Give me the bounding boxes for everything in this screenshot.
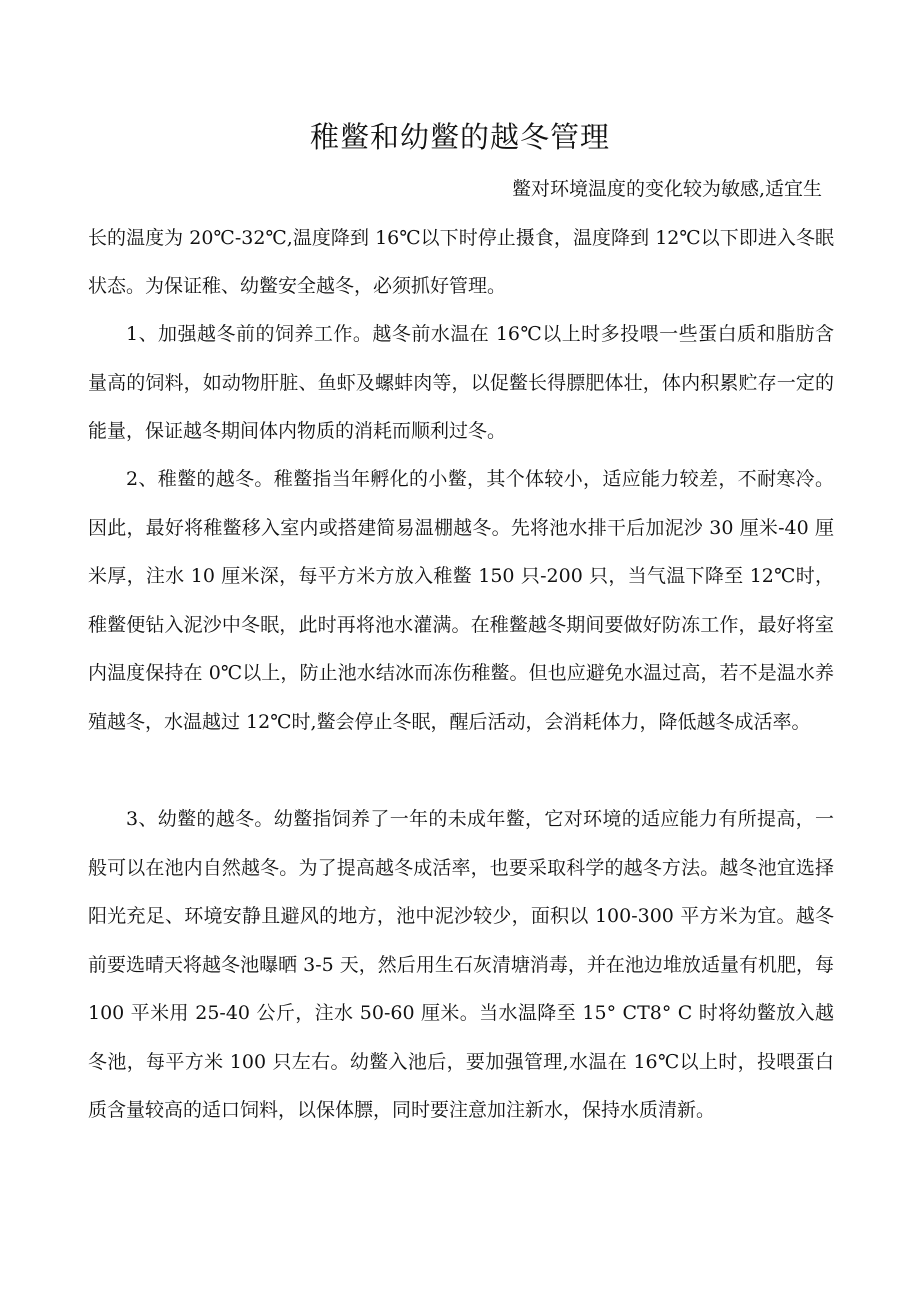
intro-rest: 长的温度为 20℃-32℃,温度降到 16℃以下时停止摄食，温度降到 12℃以下即进入冬眠状态。为保证稚、幼鳖安全越冬，必须抓好管理。 [88, 226, 834, 297]
section-paragraph-3: 3、幼鳖的越冬。幼鳖指饲养了一年的未成年鳖，它对环境的适应能力有所提高，一般可以在池内自然越冬。为了提高越冬成活率，也要采取科学的越冬方法。越冬池宜选择阳光充足、环境安静且避风的地方，池中泥沙较少，面积以 100-300 平方米为宜。越冬前要选晴天将越冬池曝晒 3-5 天，然后用生石灰清塘消毒，并在池边堆放适量有机肥，每 100 平米用 25-40 公斤，注水 50-60 厘米。当水温降至 15° CT8° C 时将幼鳖放入越冬池，每平方米 100 只左右。幼鳖入池后，要加强管理,水温在 16℃以上时，投喂蛋白质含量较高的适口饲料，以保体膘，同时要注意加注新水，保持水质清新。 [88, 808, 834, 1121]
section-paragraph-1: 1、加强越冬前的饲养工作。越冬前水温在 16℃以上时多投喂一些蛋白质和脂肪含量高的饲料，如动物肝脏、鱼虾及螺蚌肉等，以促鳖长得膘肥体壮，体内积累贮存一定的能量，保证越冬期间体内物质的消耗而顺利过冬。 [88, 323, 834, 442]
document-title: 稚鳖和幼鳖的越冬管理 [309, 120, 610, 154]
intro-first-line: 鳖对环境温度的变化较为敏感,适宜生 [511, 178, 822, 200]
intro-paragraph [88, 165, 834, 311]
section-paragraph-2: 2、稚鳖的越冬。稚鳖指当年孵化的小鳖，其个体较小，适应能力较差，不耐寒冷。因此，最好将稚鳖移入室内或搭建简易温棚越冬。先将池水排干后加泥沙 30 厘米-40 厘米厚，注水 10 厘米深，每平方米方放入稚鳖 150 只-200 只，当气温下降至 12℃时，稚鳖便钻入泥沙中冬眠，此时再将池水灌满。在稚鳖越冬期间要做好防冻工作，最好将室内温度保持在 0℃以上，防止池水结冰而冻伤稚鳖。但也应避免水温过高，若不是温水养殖越冬，水温越过 12℃时,鳖会停止冬眠，醒后活动，会消耗体力，降低越冬成活率。 [88, 468, 834, 733]
